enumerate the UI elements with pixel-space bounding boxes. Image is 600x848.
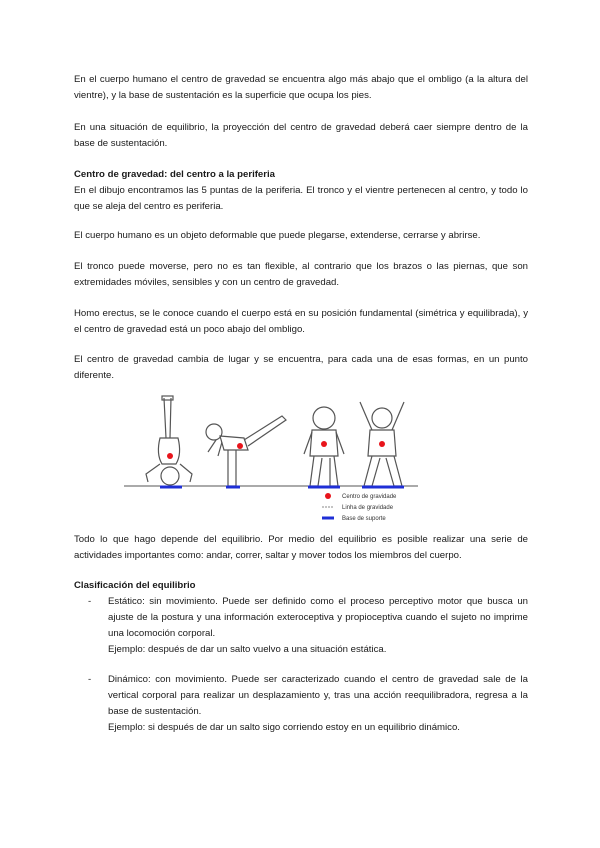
posture-illustration [124, 392, 418, 528]
figure-legend [322, 493, 397, 522]
paragraph-equilibrium: En una situación de equilibrio, la proyección del centro de gravedad deberá caer siempre dentro de la base de sustentación. [74, 122, 528, 149]
paragraph-trunk: El tronco puede moverse, pero no es tan flexible, al contrario que los brazos o las piernas, que son extremidades móviles, sensibles y con un centro de gravedad. [74, 261, 528, 288]
paragraph-homo-erectus: Homo erectus, se le conoce cuando el cuerpo está en su posición fundamental (simétrica y equilibrada), y el centro de gravedad está un poco abajo del ombligo. [74, 308, 528, 335]
center-of-gravity-dot [321, 441, 327, 447]
kick-figure [206, 416, 286, 486]
posture-figure [124, 392, 418, 528]
legend-center-marker [325, 493, 331, 499]
list-item-body [108, 672, 528, 736]
headstand-figure [146, 396, 192, 485]
list-dash: - [88, 674, 92, 685]
legend-center-label: Centro de gravidade [342, 494, 397, 500]
paragraph-periphery: En el dibujo encontramos las 5 puntas de la periferia. El tronco y el vientre pertenecen al centro, y todo lo que se aleja del centro es periferia. [74, 185, 528, 212]
list-item-dynamic [88, 672, 528, 752]
list-item-body [108, 594, 528, 658]
list-dash: - [88, 596, 92, 607]
paragraph-deformable: El cuerpo humano es un objeto deformable que puede plegarse, extenderse, cerrarse y abrirse. [74, 230, 481, 241]
legend-line-label: Linha de gravidade [342, 505, 394, 511]
list-item-text: Estático: sin movimiento. Puede ser definido como el proceso perceptivo motor que busca un ajuste de la postura y una información exteroceptiva y propioceptiva cuando el sujeto no imprime una locomoción corporal. [108, 596, 528, 639]
center-of-gravity-dot [379, 441, 385, 447]
paragraph-gravity-change: El centro de gravedad cambia de lugar y se encuentra, para cada una de esas formas, en un punto diferente. [74, 354, 528, 381]
heading-center-periphery: Centro de gravedad: del centro a la periferia [74, 169, 275, 180]
list-item-text: Dinámico: con movimiento. Puede ser caracterizado cuando el centro de gravedad sale de la vertical corporal para realizar un desplazamiento y, tras una acción reequilibradora, regresa a la base de sustentación. [108, 674, 528, 717]
center-of-gravity-dot [237, 443, 243, 449]
legend-base-label: Base de suporte [342, 516, 386, 522]
paragraph-center-of-gravity: En el cuerpo humano el centro de gravedad se encuentra algo más abajo que el ombligo (a la altura del vientre), y la base de sustentación es la superficie que ocupa los pies. [74, 74, 528, 101]
center-of-gravity-dot [167, 453, 173, 459]
heading-classification: Clasificación del equilibrio [74, 580, 196, 591]
list-item-example: Ejemplo: después de dar un salto vuelvo a una situación estática. [108, 644, 387, 655]
list-item-example: Ejemplo: si después de dar un salto sigo corriendo estoy en un equilibrio dinámico. [108, 722, 460, 733]
paragraph-equilibrium-activities: Todo lo que hago depende del equilibrio. Por medio del equilibrio es posible realizar una serie de actividades importantes como: andar, correr, saltar y mover todos los miembros del cuerpo. [74, 534, 528, 561]
list-item-static [88, 594, 528, 674]
